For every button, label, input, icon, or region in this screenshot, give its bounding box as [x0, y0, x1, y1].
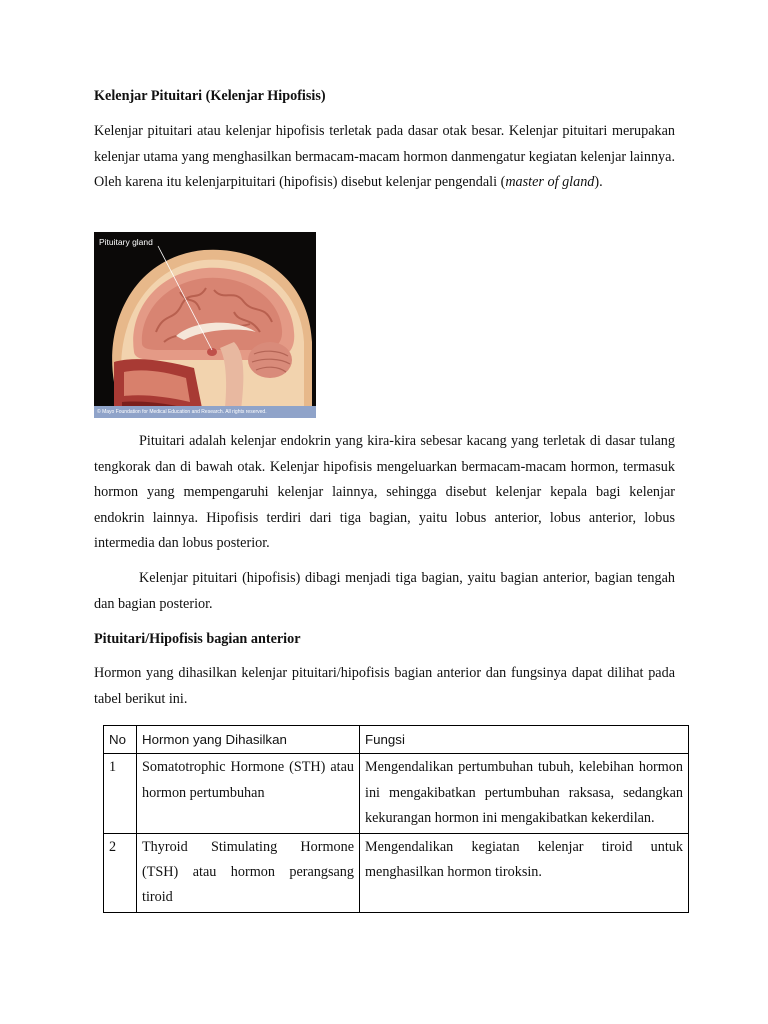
intro-text-end: ).	[594, 174, 603, 191]
intro-paragraph	[94, 119, 675, 196]
brain-illustration	[94, 232, 316, 418]
section-text: Hormon yang dihasilkan kelenjar pituitari/hipofisis bagian anterior dan fungsinya dapat dilihat pada tabel berikut ini.	[94, 665, 675, 707]
cell-no: 1	[104, 754, 137, 833]
table-row	[104, 833, 689, 912]
cell-function: Mengendalikan kegiatan kelenjar tiroid untuk menghasilkan hormon tiroksin.	[360, 833, 689, 912]
header-no: No	[104, 726, 137, 754]
cell-function: Mengendalikan pertumbuhan tubuh, kelebihan hormon ini mengakibatkan pertumbuhan raksasa, sedangkan kekurangan hormon ini mengakibatkan kekerdilan.	[360, 754, 689, 833]
section-heading: Pituitari/Hipofisis bagian anterior	[94, 631, 301, 647]
figure-label: Pituitary gland	[99, 237, 153, 247]
cell-no: 2	[104, 833, 137, 912]
table-header-row	[104, 726, 689, 754]
paragraph-2: Kelenjar pituitari (hipofisis) dibagi menjadi tiga bagian, yaitu bagian anterior, bagian tengah dan bagian posterior.	[94, 570, 675, 612]
header-function: Fungsi	[360, 726, 689, 754]
pituitary-gland-image	[94, 232, 316, 418]
paragraph-1: Pituitari adalah kelenjar endokrin yang kira-kira sebesar kacang yang terletak di dasar tulang tengkorak dan di bawah otak. Kelenjar hipofisis mengeluarkan bermacam-macam hormon, termasuk hormon yang mempengaruhi kelenjar lainnya, sehingga disebut kelenjar kepala bagi kelenjar endokrin lainnya. Hipofisis terdiri dari tiga bagian, yaitu lobus anterior, lobus anterior, lobus intermedia dan lobus posterior.	[94, 433, 675, 552]
hormone-table	[103, 725, 689, 913]
cell-hormone: Somatotrophic Hormone (STH) atau hormon pertumbuhan	[137, 754, 360, 833]
header-hormone: Hormon yang Dihasilkan	[137, 726, 360, 754]
intro-italic-term: master of gland	[505, 174, 595, 191]
table-row	[104, 754, 689, 833]
document-title: Kelenjar Pituitari (Kelenjar Hipofisis)	[94, 88, 326, 104]
figure-credit: © Mayo Foundation for Medical Education and Research. All rights reserved.	[94, 406, 316, 418]
cell-hormone: Thyroid Stimulating Hormone (TSH) atau hormon perangsang tiroid	[137, 833, 360, 912]
intro-text: Kelenjar pituitari atau kelenjar hipofisis terletak pada dasar otak besar. Kelenjar pituitari merupakan kelenjar utama yang menghasilkan bermacam-macam hormon danmengatur kegiatan kelenjar lainnya. Oleh karena itu kelenjarpituitari (hipofisis) disebut kelenjar pengendali (	[94, 123, 675, 191]
